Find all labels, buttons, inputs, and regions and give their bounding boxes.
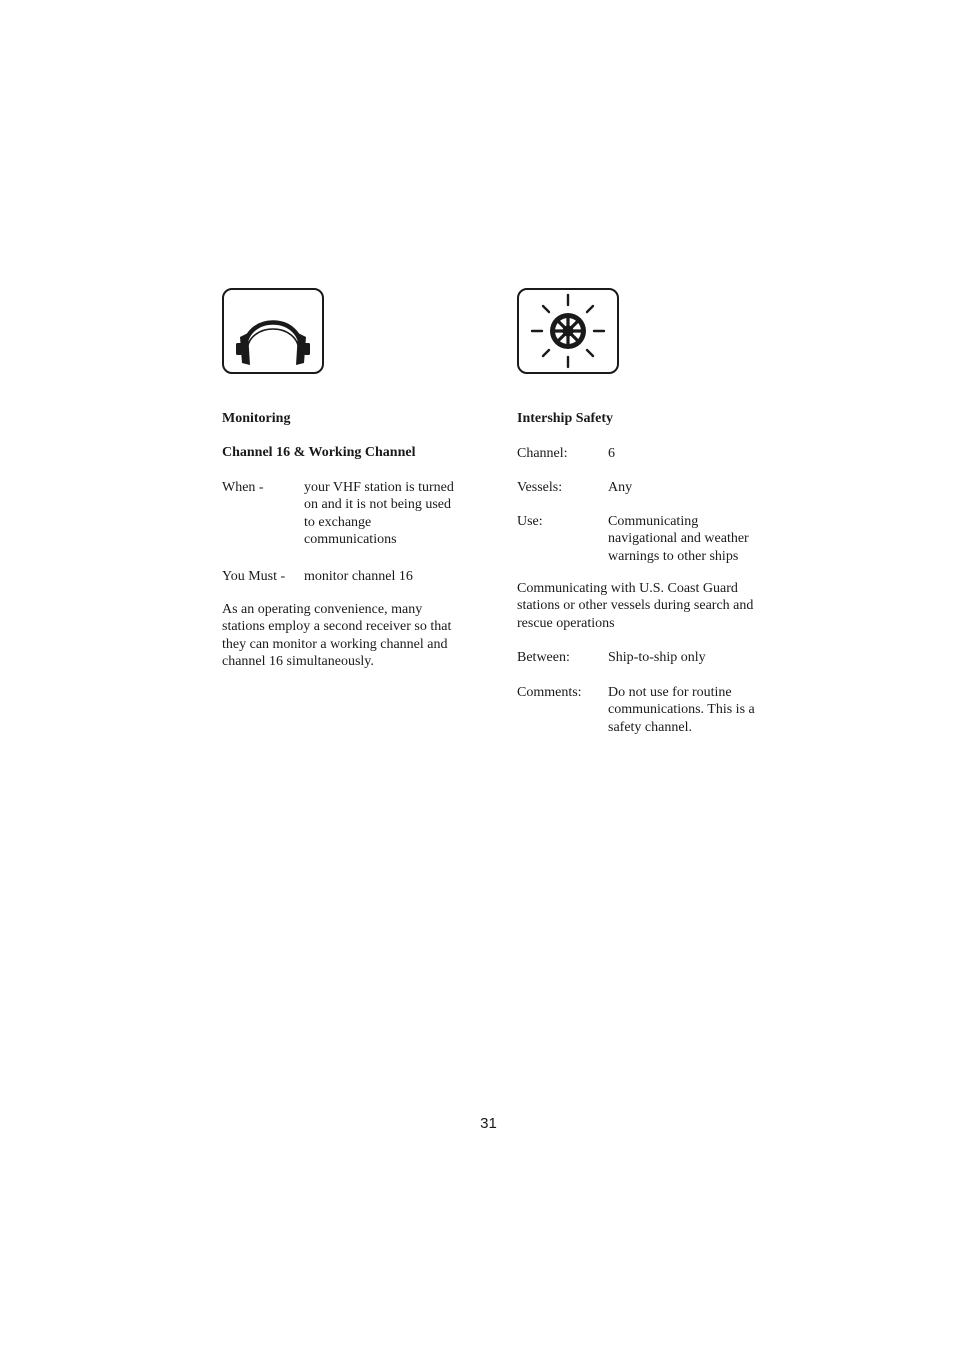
you-must-term: You Must -	[222, 569, 286, 584]
intership-safety-title: Intership Safety	[517, 411, 614, 426]
headphones-icon	[228, 293, 318, 369]
page-number: 31	[480, 1115, 497, 1132]
vessels-row	[517, 479, 766, 496]
monitoring-note: As an operating convenience, many stations employ a second receiver so that they can monitor a working channel and channel 16 simultaneously.	[222, 602, 452, 669]
when-row	[222, 479, 462, 548]
vessels-desc: Any	[608, 480, 633, 495]
vessels-term: Vessels:	[517, 480, 563, 495]
channel-desc: 6	[608, 446, 615, 461]
use-desc: Communicating navigational and weather warnings to other ships	[608, 514, 749, 564]
monitoring-title: Monitoring	[222, 411, 291, 426]
ship-wheel-icon-box	[517, 288, 619, 374]
between-desc: Ship-to-ship only	[608, 650, 706, 665]
use-term: Use:	[517, 514, 543, 529]
comments-desc: Do not use for routine communications. This is a safety channel.	[608, 685, 755, 735]
between-term: Between:	[517, 650, 570, 665]
channel-term: Channel:	[517, 446, 568, 461]
comments-term: Comments:	[517, 685, 582, 700]
between-row	[517, 649, 766, 666]
when-desc: your VHF station is turned on and it is not being used to exchange communications	[304, 480, 454, 547]
intership-safety-column	[517, 288, 767, 735]
when-term: When -	[222, 480, 264, 495]
you-must-desc: monitor channel 16	[304, 569, 413, 584]
use-row	[517, 513, 766, 565]
comments-row	[517, 684, 766, 736]
intership-note: Communicating with U.S. Coast Guard stations or other vessels during search and rescue operations	[517, 581, 754, 631]
monitoring-column	[222, 288, 472, 669]
monitoring-subtitle: Channel 16 & Working Channel	[222, 445, 416, 460]
you-must-row	[222, 568, 462, 585]
channel-row	[517, 445, 766, 462]
headphones-icon-box	[222, 288, 324, 374]
ship-wheel-icon	[523, 293, 613, 369]
